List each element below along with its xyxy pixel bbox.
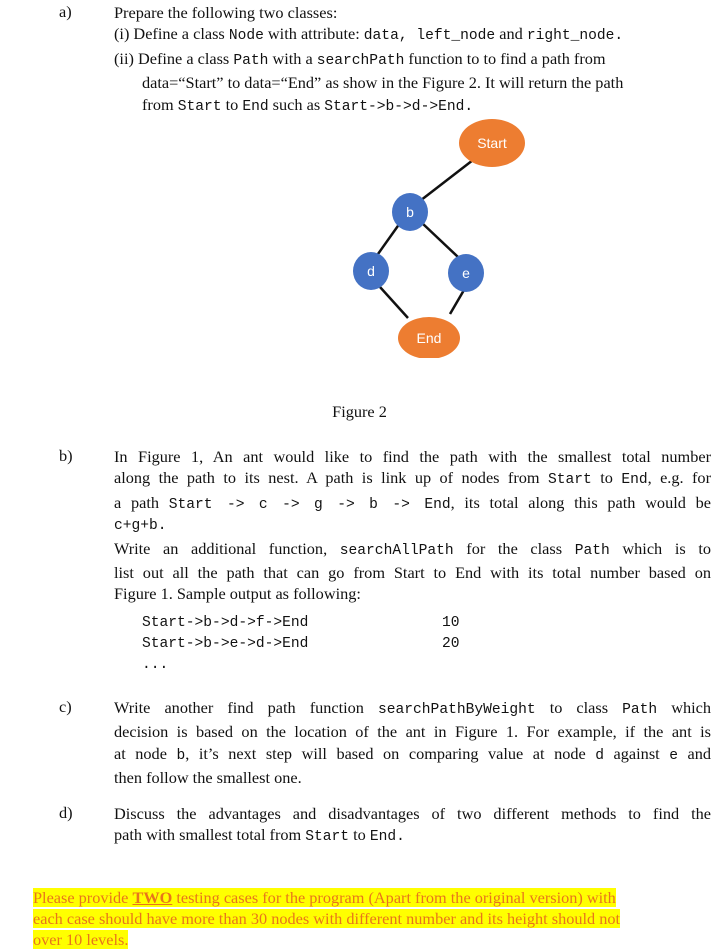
- figure-caption: Figure 2: [332, 402, 387, 421]
- question-label-c: c): [59, 697, 72, 716]
- node-d-label: d: [367, 263, 375, 279]
- question-a-text: [114, 2, 711, 118]
- node-start-label: Start: [477, 135, 507, 151]
- question-b-text: [114, 446, 711, 605]
- note-line1: Please provide TWO testing cases for the program (Apart from the original version) with: [33, 888, 616, 907]
- question-b-line5: Write an additional function, searchAllPath for the class Path which is to: [114, 538, 711, 559]
- note-line2: each case should have more than 30 nodes with different number and its height should not: [33, 909, 621, 928]
- sample-output-paths: [142, 613, 308, 676]
- question-d-line1: Discuss the advantages and disadvantages of two different methods to find the: [114, 804, 711, 823]
- sample-output-total: 20: [442, 636, 460, 652]
- question-a-intro: Prepare the following two classes:: [114, 3, 338, 22]
- question-a-part-ii-line3: from Start to End such as Start->b->d->End.: [142, 94, 474, 115]
- question-label-b: b): [59, 446, 73, 465]
- question-a-part-ii: (ii) Define a class Path with a searchPath function to to find a path from: [114, 48, 606, 69]
- sample-output-path: Start->b->d->f->End: [142, 615, 309, 631]
- sample-output-path: Start->b->e->d->End: [142, 636, 309, 652]
- question-a-part-i: (i) Define a class Node with attribute: data, left_node and right_node.: [114, 24, 624, 45]
- question-b-line1: In Figure 1, An ant would like to find the path with the smallest total number: [114, 447, 711, 466]
- edge-d-end: [380, 287, 408, 318]
- edge-start-b: [416, 160, 473, 204]
- question-c-line3: at node b, it’s next step will based on comparing value at node d against e and: [114, 743, 712, 764]
- tree-diagram: [330, 118, 530, 358]
- question-d-text: [114, 803, 711, 849]
- question-label-a: a): [59, 2, 72, 21]
- node-b-label: b: [406, 204, 414, 220]
- sample-output-totals: [442, 613, 460, 655]
- question-a-part-ii-line2: data=“Start” to data=“End” as show in the Figure 2. It will return the path: [142, 73, 624, 93]
- question-b-line3: a path Start -> c -> g -> b -> End, its total along this path would be: [114, 492, 711, 513]
- highlighted-note: [33, 887, 620, 950]
- question-label-d: d): [59, 803, 73, 822]
- question-b-line2: along the path to its nest. A path is link up of nodes from Start to End, e.g. for: [114, 468, 711, 489]
- node-end-label: End: [416, 330, 442, 346]
- edge-b-e: [422, 223, 458, 257]
- question-b-line6: list out all the path that can go from Start to End with its total number based on: [114, 563, 711, 583]
- node-e-label: e: [462, 265, 470, 281]
- edge-e-end: [450, 290, 464, 314]
- question-c-line2: decision is based on the location of the ant in Figure 1. For example, if the ant is: [114, 722, 711, 742]
- question-c-line4: then follow the smallest one.: [114, 768, 302, 788]
- question-b-line4: c+g+b.: [114, 518, 167, 535]
- note-line3: over 10 levels.: [33, 930, 129, 949]
- sample-output-total: 10: [442, 615, 460, 631]
- question-d-line2: path with smallest total from Start to End.: [114, 825, 405, 846]
- question-c-line1: Write another find path function searchPathByWeight to class Path which: [114, 698, 711, 718]
- sample-output-ellipsis: ...: [142, 657, 169, 673]
- question-c-text: [114, 697, 711, 789]
- question-b-line7: Figure 1. Sample output as following:: [114, 584, 361, 604]
- edge-b-d: [378, 223, 400, 254]
